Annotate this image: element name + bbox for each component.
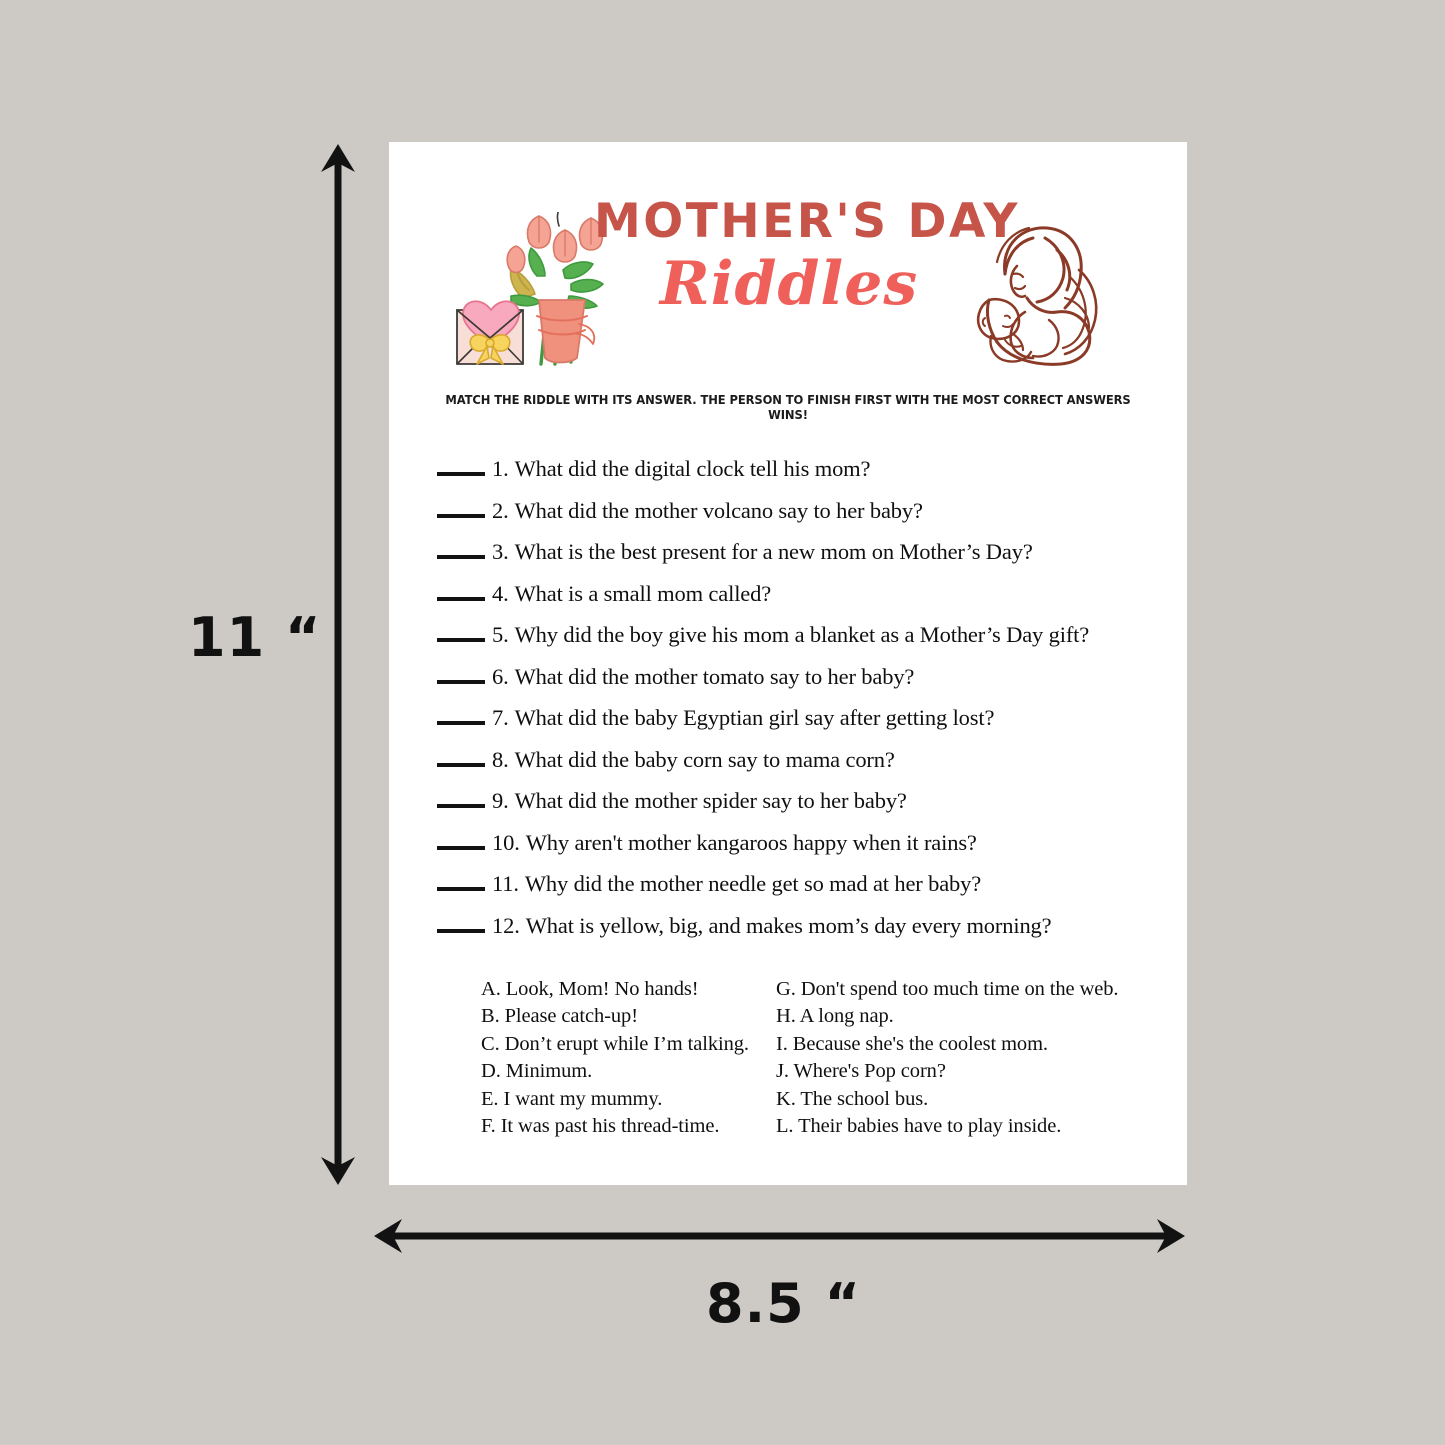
mother-and-baby-icon [961, 216, 1113, 368]
answer-item: G. Don't spend too much time on the web. [776, 978, 1119, 1000]
answer-blank[interactable] [437, 629, 485, 642]
answer-blank[interactable] [437, 878, 485, 891]
answer-blank[interactable] [437, 463, 485, 476]
answer-item: F. It was past his thread-time. [481, 1115, 720, 1138]
riddle-row [437, 747, 1157, 789]
bouquet-envelope-icon [451, 212, 613, 370]
answer-blank[interactable] [437, 671, 485, 684]
answer-blank[interactable] [437, 588, 485, 601]
riddle-text: What did the mother tomato say to her baby? [514, 663, 915, 689]
width-dimension-label: 8.5 “ [706, 1272, 861, 1335]
riddle-row [437, 788, 1157, 830]
riddle-row [437, 622, 1157, 664]
riddle-number: 3. [492, 539, 509, 564]
answer-blank[interactable] [437, 546, 485, 559]
answer-item: K. The school bus. [776, 1087, 929, 1110]
riddle-text: What did the mother spider say to her baby? [514, 788, 907, 813]
riddle-text: Why aren't mother kangaroos happy when it rains? [525, 829, 977, 855]
answer-item: D. Minimum. [481, 1060, 593, 1083]
title-block [594, 194, 1020, 319]
riddle-text: What did the digital clock tell his mom? [514, 456, 871, 481]
answer-item: C. Don’t erupt while I’m talking. [481, 1032, 749, 1055]
riddle-number: 6. [492, 663, 509, 689]
printable-sheet [389, 142, 1187, 1185]
answer-blank[interactable] [437, 712, 485, 725]
riddle-row [437, 456, 1157, 498]
riddle-text: Why did the boy give his mom a blanket as a Mother’s Day gift? [514, 622, 1090, 647]
answer-blank[interactable] [437, 920, 485, 933]
answer-item: I. Because she's the coolest mom. [776, 1032, 1048, 1055]
answer-blank[interactable] [437, 837, 485, 850]
riddle-text: What did the baby corn say to mama corn? [514, 746, 895, 772]
riddle-text: What is yellow, big, and makes mom’s day every morning? [525, 912, 1052, 938]
answer-item: L. Their babies have to play inside. [776, 1115, 1062, 1138]
title-riddles: Riddles [659, 249, 919, 319]
riddle-text: What did the baby Egyptian girl say after getting lost? [514, 705, 995, 730]
riddle-row [437, 498, 1157, 540]
riddle-number: 4. [492, 580, 509, 606]
riddle-number: 10. [492, 829, 520, 855]
title-mothers-day: MOTHER'S DAY [594, 194, 1020, 249]
riddle-row [437, 705, 1157, 747]
answer-bank [389, 976, 1187, 1140]
answer-item: J. Where's Pop corn? [776, 1060, 946, 1083]
answer-item: H. A long nap. [776, 1005, 894, 1028]
riddle-number: 9. [492, 788, 509, 813]
answer-item: A. Look, Mom! No hands! [481, 978, 699, 1000]
riddle-text: What is the best present for a new mom on Mother’s Day? [514, 539, 1033, 564]
riddle-row [437, 664, 1157, 706]
riddle-row [437, 871, 1157, 913]
riddle-row [437, 581, 1157, 623]
riddle-row [437, 539, 1157, 581]
width-dimension-arrow [372, 1215, 1187, 1257]
sheet-header [389, 178, 1187, 378]
answer-blank[interactable] [437, 754, 485, 767]
answer-blank[interactable] [437, 505, 485, 518]
answer-item: E. I want my mummy. [481, 1087, 663, 1110]
answer-column-left [481, 976, 776, 1140]
riddle-number: 12. [492, 912, 520, 938]
riddle-list [389, 456, 1187, 954]
instructions-text: MATCH THE RIDDLE WITH ITS ANSWER. THE PERSON TO FINISH FIRST WITH THE MOST CORRECT ANSWERS WINS! [445, 392, 1131, 422]
riddle-number: 2. [492, 497, 509, 523]
riddle-number: 5. [492, 622, 509, 647]
height-dimension-label: 11 “ [188, 606, 322, 669]
answer-item: B. Please catch-up! [481, 1005, 638, 1028]
answer-blank[interactable] [437, 795, 485, 808]
riddle-number: 8. [492, 746, 509, 772]
height-dimension-arrow [318, 142, 358, 1187]
riddle-text: What did the mother volcano say to her baby? [514, 497, 923, 523]
riddle-row [437, 830, 1157, 872]
answer-column-right [776, 976, 1119, 1140]
riddle-row [437, 913, 1157, 955]
riddle-number: 11. [492, 871, 519, 896]
riddle-text: What is a small mom called? [514, 580, 772, 606]
riddle-text: Why did the mother needle get so mad at her baby? [524, 871, 982, 896]
riddle-number: 7. [492, 705, 509, 730]
riddle-number: 1. [492, 456, 509, 481]
